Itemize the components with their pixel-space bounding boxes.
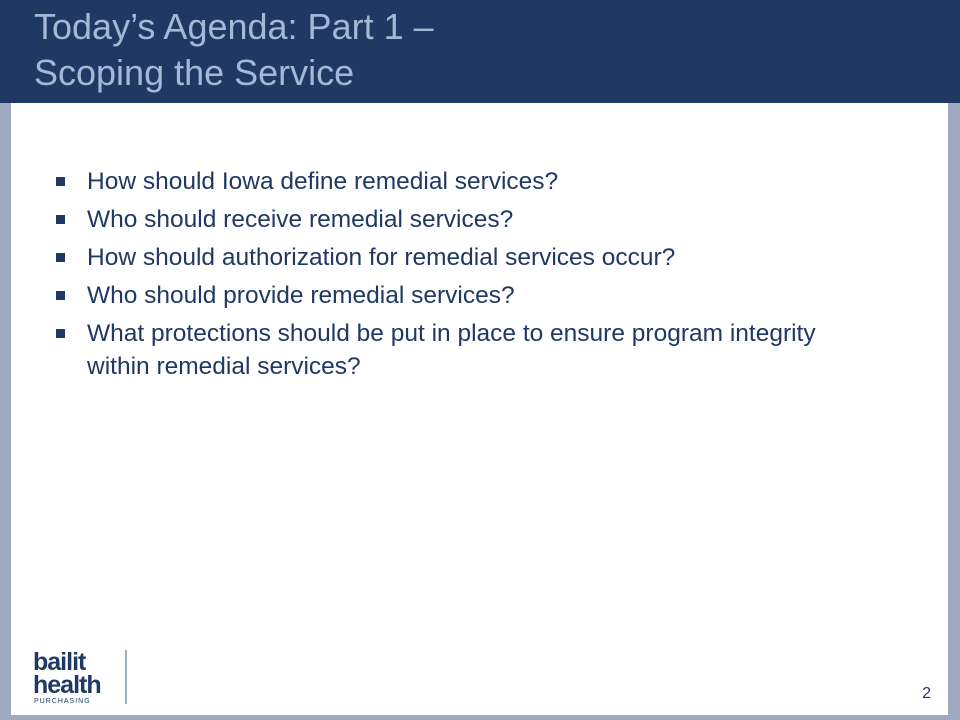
bullet-list — [54, 166, 894, 389]
page-number: 2 — [922, 685, 931, 702]
bullet-item — [54, 318, 827, 383]
bullet-text: Who should provide remedial services? — [87, 282, 515, 309]
title-bar — [0, 0, 960, 103]
bullet-item — [54, 280, 894, 313]
bullet-text: How should authorization for remedial services occur? — [87, 244, 676, 271]
square-bullet-icon — [56, 253, 65, 262]
bullet-text: How should Iowa define remedial services? — [87, 168, 559, 195]
square-bullet-icon — [56, 215, 65, 224]
bullet-item — [54, 242, 777, 275]
square-bullet-icon — [56, 329, 65, 338]
slide-content — [11, 103, 948, 715]
logo-line-3: PURCHASING — [34, 698, 91, 705]
logo-line-2: health — [33, 671, 101, 699]
square-bullet-icon — [56, 177, 65, 186]
logo-line-1: bailit — [33, 648, 86, 676]
title-line-1: Today’s Agenda: Part 1 – — [34, 6, 434, 47]
title-line-2: Scoping the Service — [34, 52, 355, 93]
bullet-item — [54, 204, 894, 237]
square-bullet-icon — [56, 291, 65, 300]
bullet-text: What protections should be put in place to ensure program integrity within remedial services? — [87, 320, 816, 380]
slide-title — [34, 4, 934, 96]
bullet-text: Who should receive remedial services? — [87, 206, 514, 233]
bailit-health-logo — [32, 646, 132, 706]
bullet-item — [54, 166, 894, 199]
